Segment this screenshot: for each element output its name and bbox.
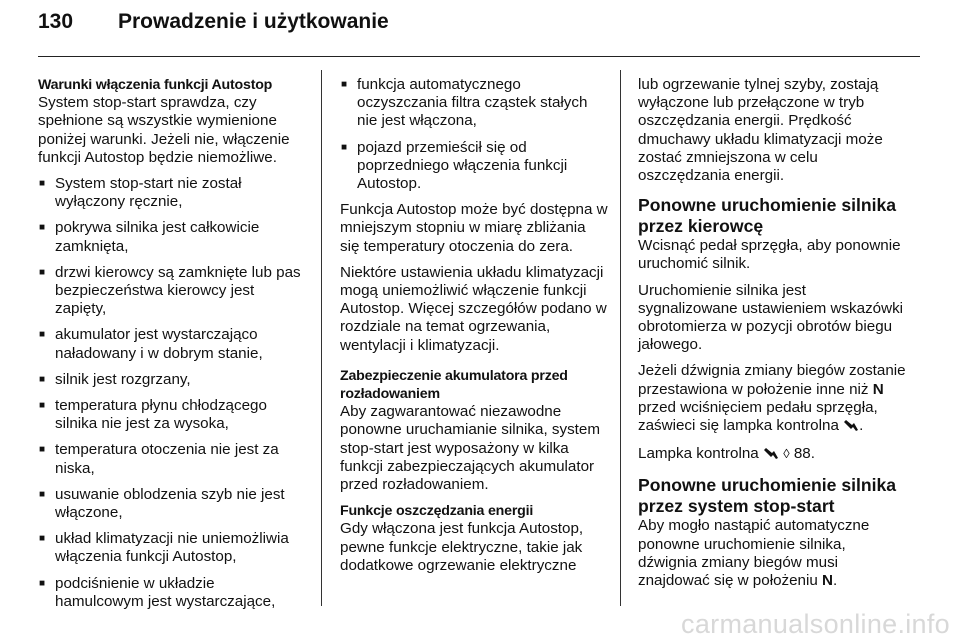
list-item: ■ akumulator jest wystarczająco naładowany i w dobrym stanie, [38, 326, 306, 362]
section-heading: Ponowne uruchomienie silnika przez kierowcę [638, 195, 897, 237]
list-item: ■ temperatura płynu chłodzącego silnika nie jest za wysoka, [38, 397, 306, 433]
section-heading: Warunki włączenia funkcji Autostop [38, 77, 273, 93]
paragraph: System stop-start sprawdza, czy spełnione są wszystkie wymienione poniżej warunki. Jeżeli nie, włączenie funkcji Autostop będzie niemożliwe. [38, 94, 290, 166]
gear-position-n: N [822, 572, 834, 590]
text-run: Lampka kontrolna [638, 445, 763, 463]
paragraph: lub ogrzewanie tylnej szyby, zostają wyłączone lub przełączone w tryb oszczędzania energii. Prędkość dmuchawy układu klimatyzacji może zostać zmniejszona w celu oszczędzania energii. [638, 76, 883, 185]
section-heading: Funkcje oszczędzania energii [340, 503, 534, 520]
section-heading: Ponowne uruchomienie silnika przez system stop-start [638, 475, 897, 517]
page-reference[interactable]: 88. [793, 445, 815, 463]
list-item: ■ funkcja automatycznego oczyszczania filtra cząstek stałych nie jest włączona, [340, 76, 608, 131]
list-item: ■ układ klimatyzacji nie uniemożliwia włączenia funkcji Autostop, [38, 530, 306, 566]
text-run: Jeżeli dźwignia zmiany biegów zostanie przestawiona w położenie inne niż [638, 362, 906, 398]
paragraph: Aby zagwarantować niezawodne ponowne uruchamianie silnika, system stop-start jest wyposażony w kilka funkcji zabezpieczających akumulator przed rozładowaniem. [340, 403, 601, 494]
column-middle [340, 76, 608, 583]
gear-position-n: N [872, 380, 884, 398]
text-run: . [859, 417, 864, 435]
page-reference-icon[interactable]: ◊ [783, 446, 790, 462]
column-divider [620, 70, 621, 606]
paragraph [638, 445, 906, 465]
list-item: ■ System stop-start nie został wyłączony ręcznie, [38, 175, 306, 211]
column-divider [321, 70, 322, 606]
list-item: ■ silnik jest rozgrzany, [38, 371, 306, 389]
section-heading: Zabezpieczenie akumulatora przed rozładowaniem [340, 367, 568, 403]
list-item: ■ pojazd przemieścił się od poprzedniego włączenia funkcji Autostop. [340, 139, 608, 194]
column-right [638, 76, 906, 598]
text-run: . [833, 572, 838, 590]
paragraph: Wcisnąć pedał sprzęgła, aby ponownie uruchomić silnik. [638, 237, 901, 273]
paragraph: Niektóre ustawienia układu klimatyzacji mogą uniemożliwić włączenie funkcji Autostop. Więcej szczegółów podano w rozdziale na temat ogrzewania, wentylacji i klimatyzacji. [340, 263, 607, 354]
page-header [38, 10, 389, 34]
list-item: ■ temperatura otoczenia nie jest za niska, [38, 441, 306, 477]
text-run: Aby mogło nastąpić automatyczne ponowne uruchomienie silnika, dźwignia zmiany biegów musi znajdować się w położeniu [638, 517, 870, 590]
paragraph: Uruchomienie silnika jest sygnalizowane ustawieniem wskazówki obrotomierza w pozycji obrotów biegu jałowego. [638, 281, 904, 354]
header-rule [38, 56, 920, 57]
bullet-list [38, 175, 306, 611]
list-item: ■ pokrywa silnika jest całkowicie zamknięta, [38, 219, 306, 255]
autostop-indicator-icon [843, 419, 859, 437]
paragraph [638, 517, 906, 590]
paragraph: Funkcja Autostop może być dostępna w mniejszym stopniu w miarę zbliżania się temperatury otoczenia do zera. [340, 201, 608, 255]
page-number: 130 [38, 10, 74, 33]
column-left [38, 76, 306, 619]
autostop-indicator-icon [763, 447, 779, 465]
list-item: ■ podciśnienie w układzie hamulcowym jest wystarczające, [38, 575, 306, 611]
watermark: carmanualsonline.info [681, 609, 950, 639]
text-run: przed wciśnięciem pedału sprzęgła, zaświeci się lampka kontrolna [638, 398, 878, 435]
paragraph [638, 362, 906, 437]
list-item: ■ drzwi kierowcy są zamknięte lub pas bezpieczeństwa kierowcy jest zapięty, [38, 264, 306, 319]
bullet-list [340, 76, 608, 193]
page-title: Prowadzenie i użytkowanie [118, 10, 389, 33]
paragraph: Gdy włączona jest funkcja Autostop, pewne funkcje elektryczne, takie jak dodatkowe ogrzewanie elektryczne [340, 520, 584, 574]
list-item: ■ usuwanie oblodzenia szyb nie jest włączone, [38, 486, 306, 522]
